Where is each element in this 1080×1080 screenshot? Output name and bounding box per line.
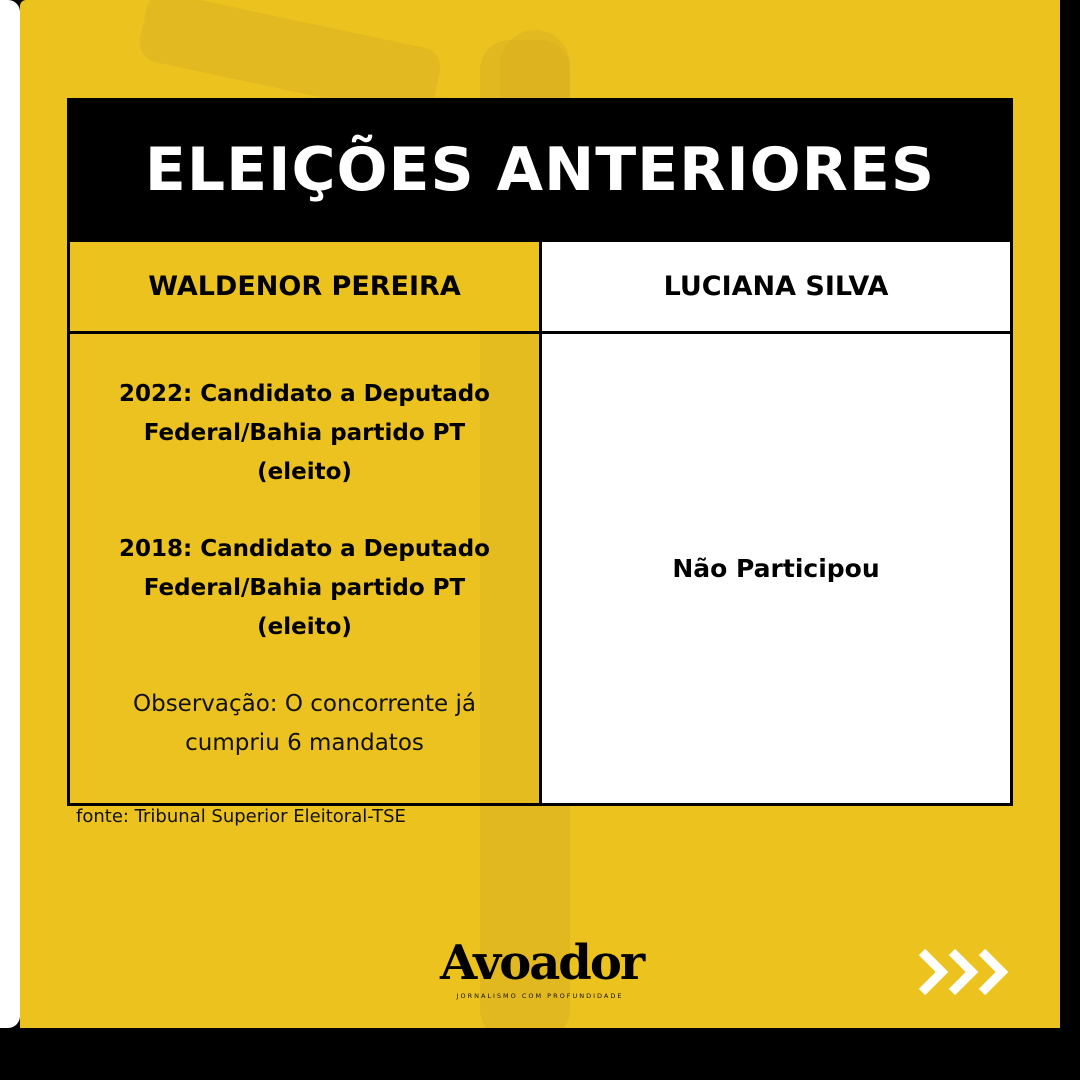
header-cell-right bbox=[542, 242, 1010, 334]
history-cell-left bbox=[70, 334, 542, 803]
source-caption: fonte: Tribunal Superior Eleitoral-TSE bbox=[76, 806, 406, 827]
logo-wordmark: Avoador bbox=[440, 935, 644, 991]
observation-note: Observação: O concorrente já cumpriu 6 mandatos bbox=[133, 690, 476, 756]
brand-logo bbox=[440, 935, 644, 1001]
triple-chevron-right-icon[interactable] bbox=[918, 946, 1018, 998]
header-cell-left bbox=[70, 242, 542, 334]
logo-tagline: JORNALISMO COM PROFUNDIDADE bbox=[456, 992, 624, 1000]
history-cell-right bbox=[542, 334, 1010, 803]
comparison-table bbox=[67, 239, 1013, 806]
title-bar bbox=[67, 98, 1013, 241]
candidate-name-right: LUCIANA SILVA bbox=[663, 271, 889, 302]
page-title: ELEIÇÕES ANTERIORES bbox=[144, 134, 936, 205]
participation-status: Não Participou bbox=[672, 554, 880, 583]
election-entry-2018: 2018: Candidato a Deputado Federal/Bahia partido PT (eleito) bbox=[119, 535, 490, 640]
candidate-name-left: WALDENOR PEREIRA bbox=[148, 271, 461, 302]
election-entry-2022: 2022: Candidato a Deputado Federal/Bahia partido PT (eleito) bbox=[119, 380, 490, 485]
left-border-strip bbox=[0, 0, 20, 1028]
bottom-border-strip bbox=[0, 1028, 1080, 1080]
right-border-strip bbox=[1060, 0, 1080, 1080]
